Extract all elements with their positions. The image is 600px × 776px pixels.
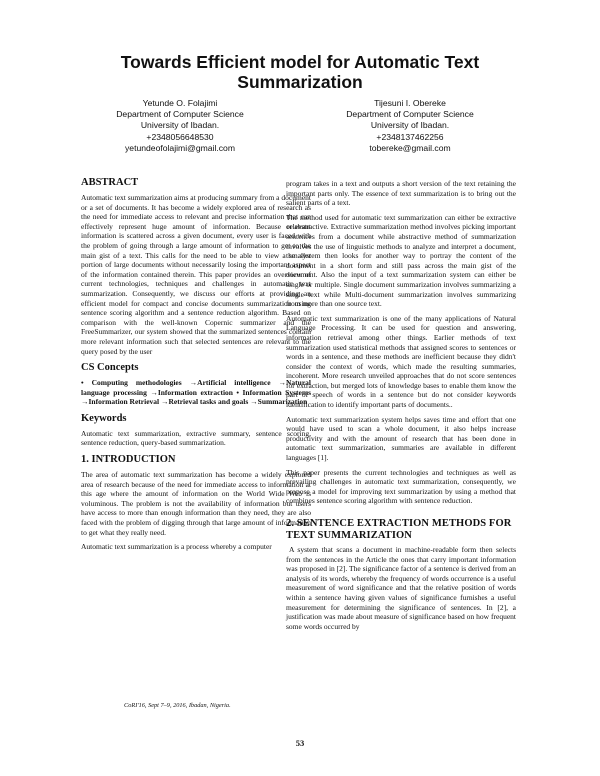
author-email: tobereke@gmail.com — [369, 142, 451, 153]
abstract-heading: ABSTRACT — [81, 177, 139, 188]
paper-title: Towards Efficient model for Automatic Text Summarization — [120, 52, 480, 92]
author-department: Department of Computer Science — [346, 109, 474, 120]
body-paragraph: Automatic text summarization is one of the many applications of Natural Language Processing. It can be used for question and answering, information retrieval among other things. Earlier methods of text summarization used statistical methods that assigned scores to sentences or words in a sentence, and these methods are inefficient because they didn't consider the context of words, which made the resulting summaries, incoherent. More research unveiled approaches that do not score sentences for extraction, but merged lots of knowledge bases to enable them know the part of speech of words in a sentence but do not consider keywords identification to identify important parts of documents.. — [286, 313, 516, 410]
author-phone: +2348137462256 — [376, 131, 444, 142]
introduction-paragraph: The area of automatic text summarization has become a widely explored area of research because of the need for immediate access to information at this age where the amount of information on the World Wide Web is voluminous. The problem is not the availability of information but users have access to more than enough information than they need, they are also faced with the problem of digging through that large amount of information to get what they really need. — [81, 470, 311, 537]
conference-info: CoRI'16, Sept 7–9, 2016, Ibadan, Nigeria. — [124, 702, 231, 709]
author-block-1 — [80, 98, 280, 154]
author-university: University of Ibadan. — [370, 120, 450, 131]
author-university: University of Ibadan. — [140, 120, 220, 131]
abstract-text: Automatic text summarization aims at producing summary from a document or a set of documents. It has become a widely explored area of research as the need for immediate access to relevant and precise information that can effectively represent huge amount of information. Because relevant information is scattered across a given document, every user is faced with the problem of going through a large amount of information to get to the main gist of a text. This calls for the need to be able to view a smaller portion of large documents without necessarily losing the important aspect of the information contained therein. This paper provides an overview of current technologies, techniques and challenges in automatic text summarization. Consequently, we discuss our efforts at providing an efficient model for compact and concise documents summarization using sentence scoring algorithm and a sentence reduction algorithm. Based on comparison with the well-known Copernic summarizer and the FreeSummarizer, our system showed that the summarized sentences contain more relevant information such that selected sentences are relevant to the query posed by the user — [81, 193, 311, 356]
section-2-paragraph: A system that scans a document in machine-readable form then selects from the sentences in the Article the ones that carry important information was proposed in [2]. The significance factor of a sentence is derived from an analysis of its words, whereby the frequency of words occurrence is a useful measurement of word significance and that the relative position of words within a sentence having given values of significance furnishes a useful measurement for determining the significance of sentences. In [2], a justification was made about measure of significance based on how frequent some words occurred by — [286, 545, 516, 631]
left-column — [81, 177, 311, 557]
keywords-heading: Keywords — [81, 412, 127, 424]
section-2-heading: 2. SENTENCE EXTRACTION METHODS FOR TEXT SUMMARIZATION — [286, 518, 512, 541]
body-paragraph: Automatic text summarization system helps saves time and effort that one would have used to scan a whole document, it also helps increase productivity and with the amount of research that has been done in automatic text summarization, summaries are available in different languages [1]. — [286, 414, 516, 463]
conference-footer — [124, 702, 284, 710]
author-email: yetundeofolajimi@gmail.com — [125, 142, 235, 153]
author-block-2 — [310, 98, 510, 154]
right-column — [286, 179, 516, 636]
introduction-heading: 1. INTRODUCTION — [81, 454, 176, 466]
introduction-paragraph: Automatic text summarization is a process whereby a computer — [81, 542, 272, 552]
cs-concepts-heading: CS Concepts — [81, 362, 139, 374]
author-name: Yetunde O. Folajimi — [142, 98, 218, 108]
author-name: Tijesuni I. Obereke — [374, 98, 446, 108]
body-paragraph: This paper presents the current technologies and techniques as well as prevailing challenges in automatic text summarization, consequently, we propose a model for improving text summarization by using a method that combines sentence scoring algorithm with sentence reduction. — [286, 467, 516, 506]
keywords-text: Automatic text summarization, extractive summary, sentence scoring, sentence reduction, query-based summarization. — [81, 428, 311, 448]
author-department: Department of Computer Science — [116, 109, 244, 120]
body-paragraph: program takes in a text and outputs a short version of the text retaining the important parts only. The essence of text summarization is to bring out the salient parts of a text. — [286, 179, 516, 208]
body-paragraph: The method used for automatic text summarization can either be extractive or abstractive. Extractive summarization method involves picking important sentences from a document while abstractive method of summarization involves the use of linguistic methods to analyze and interpret a document, the system then looks for another way to portray the content of the document in a short form and still pass across the main gist of the document. Also the input of a text summarization system can either be single or multiple. Single document summarization involves summarizing a single text while Multi-document summarization involves summarizing from more than one source text. — [286, 212, 516, 309]
page-number: 53 — [295, 738, 305, 748]
cs-concepts-text: • Computing methodologies →Artificial intelligence →Natural language processing →Information extraction • Information Systems →Information Retrieval →Retrieval tasks and goals →Summarization — [81, 378, 311, 407]
author-phone: +2348056648530 — [146, 131, 214, 142]
